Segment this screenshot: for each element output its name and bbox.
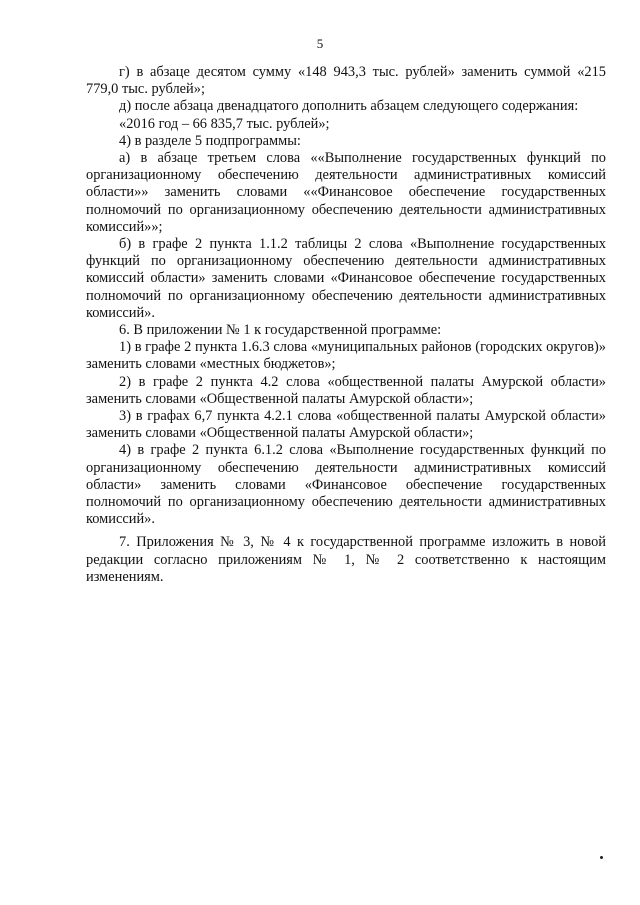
paragraph-appendices-3-4: 7. Приложения № 3, № 4 к государственной программе изложить в новой редакции согласно приложениям № 1, № 2 соответственно к настоящим изменениям. <box>86 534 606 585</box>
paragraph-add-after-twelfth: д) после абзаца двенадцатого дополнить абзацем следующего содержания: <box>119 98 579 115</box>
paragraph-item-b: б) в графе 2 пункта 1.1.2 таблицы 2 слова «Выполнение государственных функций по организационному обеспечению деятельности административных комиссий области» заменить словами «Финансовое обеспечение государственных полномочий по организационному обеспечению деятельности административных комиссий». <box>86 236 606 321</box>
paragraph-item-1: 1) в графе 2 пункта 1.6.3 слова «муниципальных районов (городских округов)» заменить словами «местных бюджетов»; <box>86 339 606 373</box>
paragraph-2016-amount: «2016 год – 66 835,7 тыс. рублей»; <box>119 115 330 132</box>
paragraph-item-2: 2) в графе 2 пункта 4.2 слова «общественной палаты Амурской области» заменить словами «Общественной палаты Амурской области»; <box>86 373 606 407</box>
paragraph-section-5: 4) в разделе 5 подпрограммы: <box>119 132 301 149</box>
document-body <box>86 64 606 586</box>
paragraph-item-4: 4) в графе 2 пункта 6.1.2 слова «Выполнение государственных функций по организационному обеспечению деятельности административных комиссий области» заменить словами «Финансовое обеспечение государственных полномочий по организационному обеспечению деятельности административных комиссий». <box>86 442 606 528</box>
paragraph-item-3: 3) в графах 6,7 пункта 4.2.1 слова «общественной палаты Амурской области» заменить словами «Общественной палаты Амурской области»; <box>86 408 606 442</box>
paragraph-item-a: а) в абзаце третьем слова ««Выполнение государственных функций по организационному обеспечению деятельности административных комиссий области»» заменить словами ««Финансовое обеспечение государственных полномочий по организационному обеспечению деятельности административных комиссий»»; <box>86 150 606 235</box>
page-number: 5 <box>316 36 324 51</box>
scan-mark <box>600 856 603 859</box>
paragraph-appendix-1: 6. В приложении № 1 к государственной программе: <box>119 322 442 339</box>
paragraph-amount-change: г) в абзаце десятом сумму «148 943,3 тыс. рублей» заменить суммой «215 779,0 тыс. рублей»; <box>86 64 606 98</box>
